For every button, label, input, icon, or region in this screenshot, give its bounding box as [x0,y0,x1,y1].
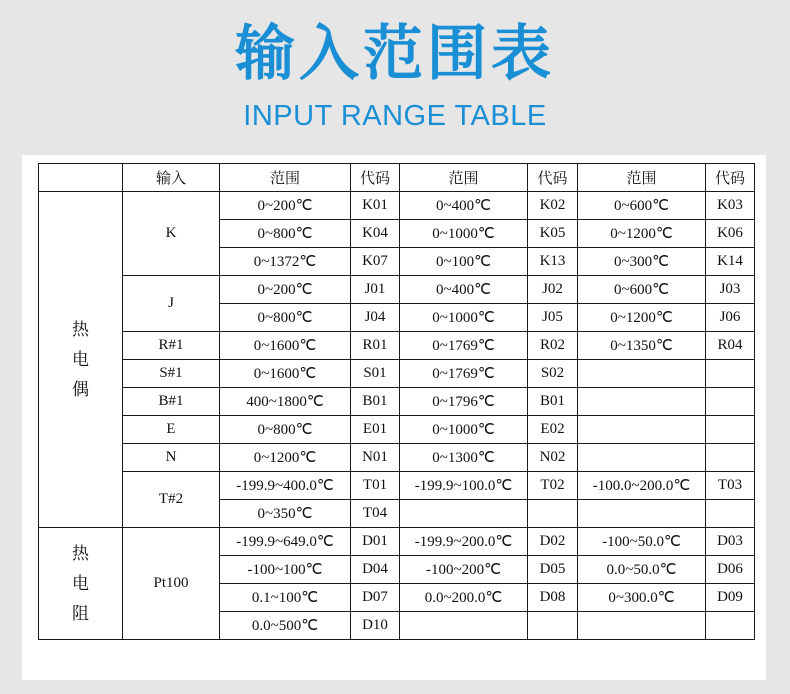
table-row [39,332,755,360]
range-cell: 0~300℃ [578,248,706,276]
range-cell: 0~1000℃ [400,416,528,444]
range-cell: 0~300.0℃ [578,584,706,612]
code-cell: T03 [706,472,755,500]
input-type-cell: K [123,192,220,276]
code-cell: E02 [528,416,578,444]
code-cell [706,388,755,416]
code-cell: K05 [528,220,578,248]
code-cell: J03 [706,276,755,304]
code-cell: D10 [351,612,400,640]
table-body [39,164,755,640]
range-cell: 0~1200℃ [578,304,706,332]
range-cell: 0~600℃ [578,192,706,220]
code-cell: N01 [351,444,400,472]
range-cell [578,612,706,640]
column-header: 代码 [528,164,578,192]
range-cell: -199.9~400.0℃ [220,472,351,500]
table-row [39,444,755,472]
range-cell: 0~1350℃ [578,332,706,360]
column-header: 代码 [706,164,755,192]
input-type-cell: T#2 [123,472,220,528]
code-cell: T01 [351,472,400,500]
range-cell: 0~1000℃ [400,220,528,248]
table-row [39,360,755,388]
range-cell: 0~800℃ [220,220,351,248]
input-range-table [38,163,755,640]
range-cell: 0~1796℃ [400,388,528,416]
range-cell [578,444,706,472]
group-char: 电 [72,349,89,369]
sensor-group-label [39,528,123,640]
code-cell: D09 [706,584,755,612]
group-char: 热 [72,319,89,339]
range-cell: 0~1600℃ [220,360,351,388]
page-title: 输入范围表 [235,19,555,89]
group-char: 偶 [72,379,89,399]
input-type-cell: N [123,444,220,472]
range-cell [578,360,706,388]
code-cell: E01 [351,416,400,444]
code-cell: J04 [351,304,400,332]
range-cell: 0~1372℃ [220,248,351,276]
code-cell: K07 [351,248,400,276]
code-cell: T04 [351,500,400,528]
range-cell: 0.1~100℃ [220,584,351,612]
code-cell: K02 [528,192,578,220]
code-cell [706,360,755,388]
input-type-cell: Pt100 [123,528,220,640]
code-cell: B01 [528,388,578,416]
column-header: 范围 [578,164,706,192]
range-cell: 0~400℃ [400,276,528,304]
code-cell: D05 [528,556,578,584]
range-cell: 0~1200℃ [578,220,706,248]
table-row [39,276,755,304]
code-cell: D07 [351,584,400,612]
header-row [39,164,755,192]
range-cell [578,500,706,528]
range-cell: -100~200℃ [400,556,528,584]
table-row [39,416,755,444]
code-cell: K14 [706,248,755,276]
range-cell: 0~200℃ [220,276,351,304]
group-char: 热 [72,543,89,563]
range-cell [400,612,528,640]
range-cell: 0~600℃ [578,276,706,304]
range-cell: 0.0~200.0℃ [400,584,528,612]
range-cell: 0~400℃ [400,192,528,220]
code-cell: J06 [706,304,755,332]
range-cell: 0~1600℃ [220,332,351,360]
range-cell: 0~1769℃ [400,360,528,388]
range-cell: -100~50.0℃ [578,528,706,556]
code-cell: K01 [351,192,400,220]
code-cell: D08 [528,584,578,612]
column-header: 范围 [220,164,351,192]
range-cell: 0~1300℃ [400,444,528,472]
range-cell: -100~100℃ [220,556,351,584]
table-row [39,192,755,220]
code-cell [706,444,755,472]
range-cell: 0~800℃ [220,304,351,332]
code-cell: S01 [351,360,400,388]
range-cell: 0~1200℃ [220,444,351,472]
code-cell: N02 [528,444,578,472]
range-cell: -199.9~649.0℃ [220,528,351,556]
range-cell [400,500,528,528]
range-cell: 0~800℃ [220,416,351,444]
range-cell: 400~1800℃ [220,388,351,416]
range-cell: 0.0~500℃ [220,612,351,640]
range-cell: 0~200℃ [220,192,351,220]
code-cell [706,500,755,528]
range-cell [578,416,706,444]
code-cell: D06 [706,556,755,584]
code-cell: B01 [351,388,400,416]
input-type-cell: B#1 [123,388,220,416]
code-cell: K03 [706,192,755,220]
code-cell [706,612,755,640]
code-cell [706,416,755,444]
code-cell: D01 [351,528,400,556]
range-cell: 0~1000℃ [400,304,528,332]
code-cell: R02 [528,332,578,360]
column-header: 范围 [400,164,528,192]
input-type-cell: S#1 [123,360,220,388]
corner-cell [39,164,123,192]
group-char: 电 [72,573,89,593]
code-cell [528,612,578,640]
code-cell: D03 [706,528,755,556]
range-cell: -100.0~200.0℃ [578,472,706,500]
range-cell: 0~1769℃ [400,332,528,360]
code-cell: K06 [706,220,755,248]
range-cell: -199.9~100.0℃ [400,472,528,500]
input-type-cell: E [123,416,220,444]
input-type-cell: J [123,276,220,332]
code-cell: J01 [351,276,400,304]
range-cell: 0.0~50.0℃ [578,556,706,584]
page-subtitle: INPUT RANGE TABLE [243,100,547,132]
code-cell: R04 [706,332,755,360]
table-row [39,472,755,500]
code-cell: S02 [528,360,578,388]
code-cell: D04 [351,556,400,584]
code-cell: J05 [528,304,578,332]
table-row [39,528,755,556]
range-cell [578,388,706,416]
code-cell: T02 [528,472,578,500]
column-header: 代码 [351,164,400,192]
range-cell: -199.9~200.0℃ [400,528,528,556]
code-cell: K04 [351,220,400,248]
table-row [39,388,755,416]
code-cell: D02 [528,528,578,556]
code-cell [528,500,578,528]
code-cell: R01 [351,332,400,360]
input-type-cell: R#1 [123,332,220,360]
table-card [22,155,766,680]
code-cell: J02 [528,276,578,304]
column-header: 输入 [123,164,220,192]
sensor-group-label [39,192,123,528]
range-cell: 0~100℃ [400,248,528,276]
code-cell: K13 [528,248,578,276]
range-cell: 0~350℃ [220,500,351,528]
group-char: 阻 [72,603,89,623]
